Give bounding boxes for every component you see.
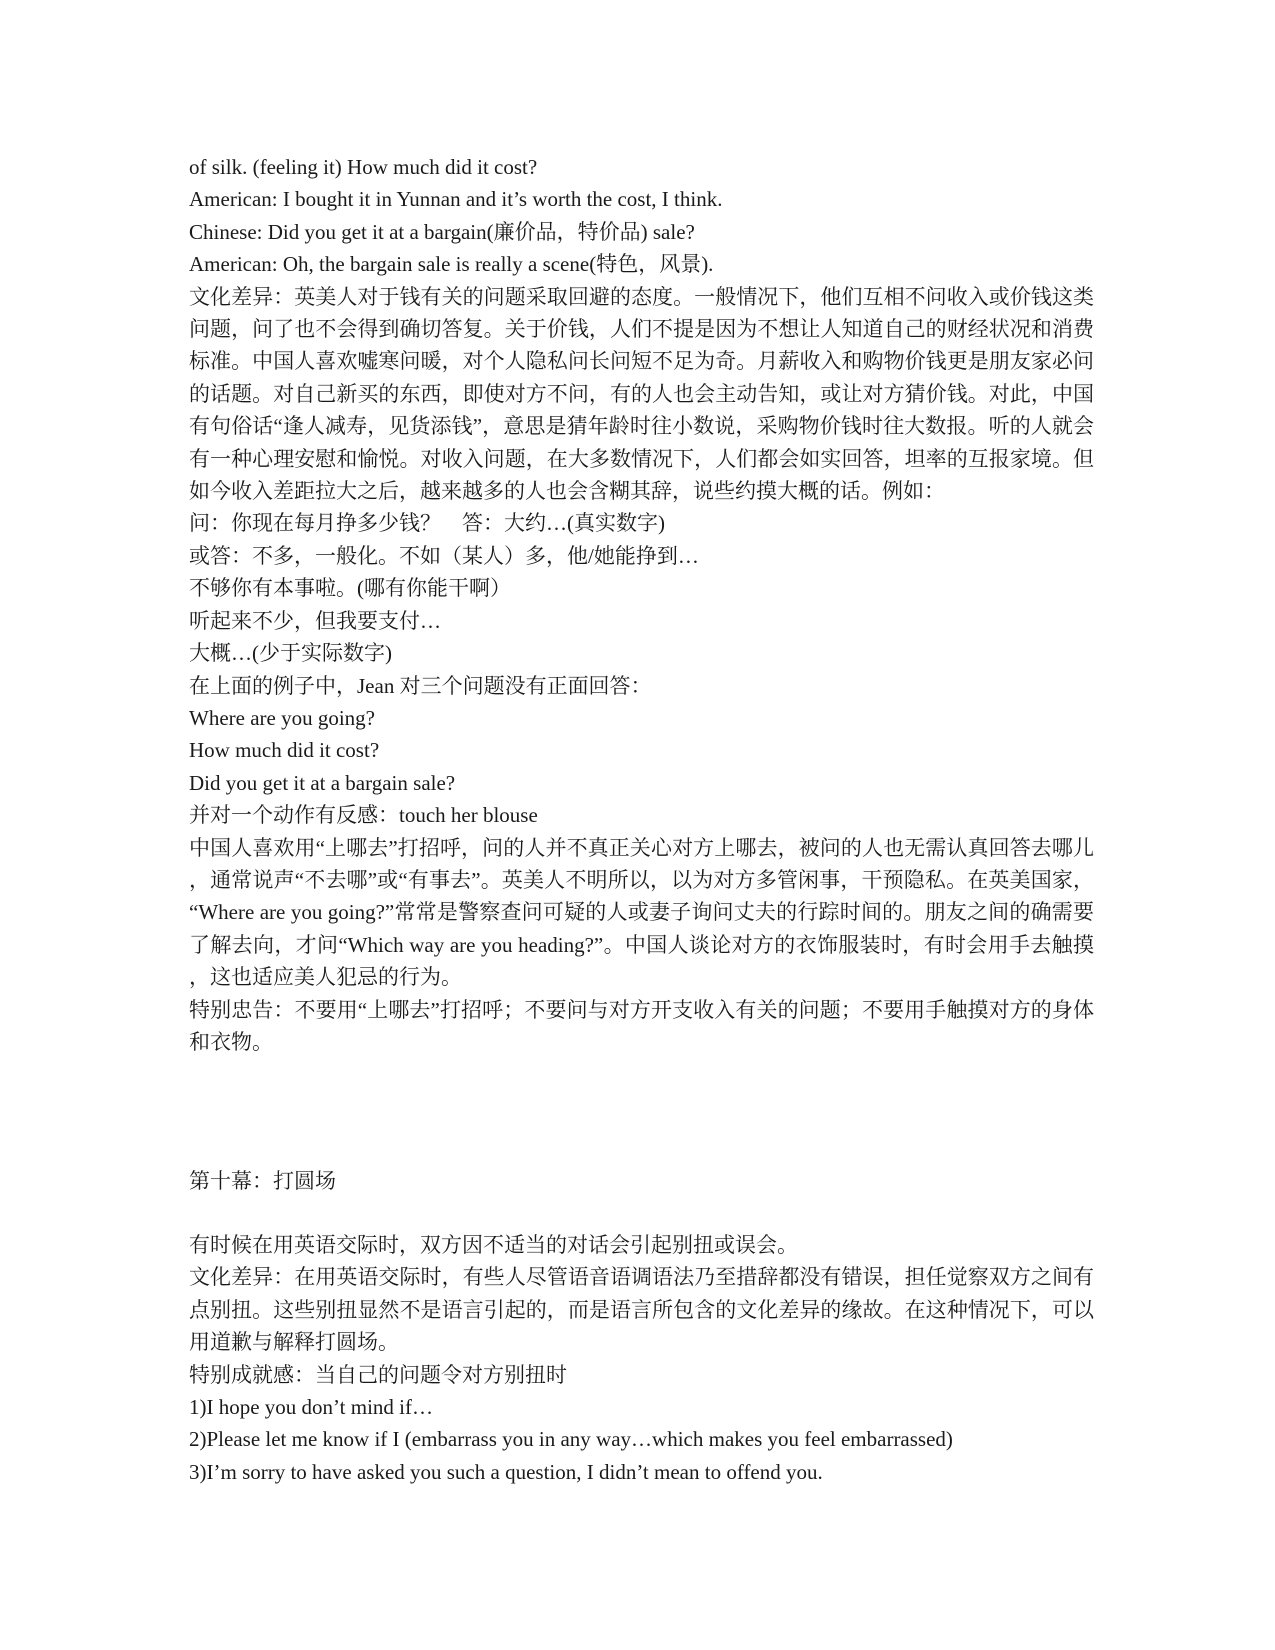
- explanation-paragraph: 中国人喜欢用“上哪去”打招呼，问的人并不真正关心对方上哪去，被问的人也无需认真回答去哪儿，通常说声“不去哪”或“有事去”。英美人不明所以，以为对方多管闲事，干预隐私。在英美国家，“Where are you going?”常常是警察查问可疑的人或妻子询问丈夫的行踪时间的。朋友之间的确需要了解去向，才问“Which way are you heading?”。中国人谈论对方的衣饰服装时，有时会用手去触摸，这也适应美人犯忌的行为。: [189, 835, 1094, 990]
- phrase-line: 3)I’m sorry to have asked you such a question, I didn’t mean to offend you.: [189, 1459, 823, 1484]
- dialogue-line: American: I bought it in Yunnan and it’s worth the cost, I think.: [189, 187, 723, 212]
- example-line: 在上面的例子中，Jean 对三个问题没有正面回答：: [189, 673, 652, 698]
- phrases-intro: 特别成就感：当自己的问题令对方别扭时: [189, 1362, 567, 1387]
- section-heading-block: [189, 1165, 1094, 1197]
- advice-paragraph: 特别忠告：不要用“上哪去”打招呼；不要问与对方开支收入有关的问题；不要用手触摸对方的身体和衣物。: [189, 997, 1094, 1054]
- example-line: 问：你现在每月挣多少钱？ 答：大约…(真实数字): [189, 511, 665, 536]
- dialogue-line: of silk. (feeling it) How much did it cost?: [189, 155, 538, 179]
- example-line: 听起来不少，但我要支付…: [189, 608, 441, 633]
- example-line: 大概…(少于实际数字): [189, 641, 392, 666]
- culture-note-paragraph: 文化差异：在用英语交际时，有些人尽管语音语调语法乃至措辞都没有错误，担任觉察双方之间有点别扭。这些别扭显然不是语言引起的，而是语言所包含的文化差异的缘故。在这种情况下，可以用道歉与解释打圆场。: [189, 1265, 1094, 1355]
- section-heading: 第十幕：打圆场: [189, 1169, 336, 1193]
- example-line: Where are you going?: [189, 705, 375, 730]
- phrase-line: 2)Please let me know if I (embarrass you in any way…which makes you feel embarrassed): [189, 1427, 953, 1452]
- culture-note-paragraph: 文化差异：英美人对于钱有关的问题采取回避的态度。一般情况下，他们互相不问收入或价钱这类问题，问了也不会得到确切答复。关于价钱，人们不提是因为不想让人知道自己的财经状况和消费标准。中国人喜欢嘘寒问暖，对个人隐私问长问短不足为奇。月薪收入和购物价钱更是朋友家必问的话题。对自己新买的东西，即使对方不问，有的人也会主动告知，或让对方猜价钱。对此，中国有句俗话“逢人减寿，见货添钱”，意思是猜年龄时往小数说，采购物价钱时往大数报。听的人就会有一种心理安慰和愉悦。对收入问题，在大多数情况下，人们都会如实回答，坦率的互报家境。但如今收入差距拉大之后，越来越多的人也会含糊其辞，说些约摸大概的话。例如：: [189, 284, 1094, 504]
- dialogue-line: Chinese: Did you get it at a bargain(廉价品，特价品) sale?: [189, 219, 695, 244]
- example-line: 不够你有本事啦。(哪有你能干啊）: [189, 576, 511, 601]
- dialogue-line: American: Oh, the bargain sale is really a scene(特色，风景).: [189, 252, 714, 277]
- example-line: 并对一个动作有反感：touch her blouse: [189, 803, 538, 828]
- example-line: 或答：不多，一般化。不如（某人）多，他/她能挣到…: [189, 543, 699, 568]
- example-line: How much did it cost?: [189, 738, 380, 763]
- intro-line: 有时候在用英语交际时，双方因不适当的对话会引起别扭或误会。: [189, 1233, 798, 1257]
- section-money-privacy: [189, 151, 1094, 1058]
- example-line: Did you get it at a bargain sale?: [189, 770, 456, 795]
- phrase-line: 1)I hope you don’t mind if…: [189, 1395, 434, 1420]
- section-smoothing-over: [189, 1229, 1094, 1488]
